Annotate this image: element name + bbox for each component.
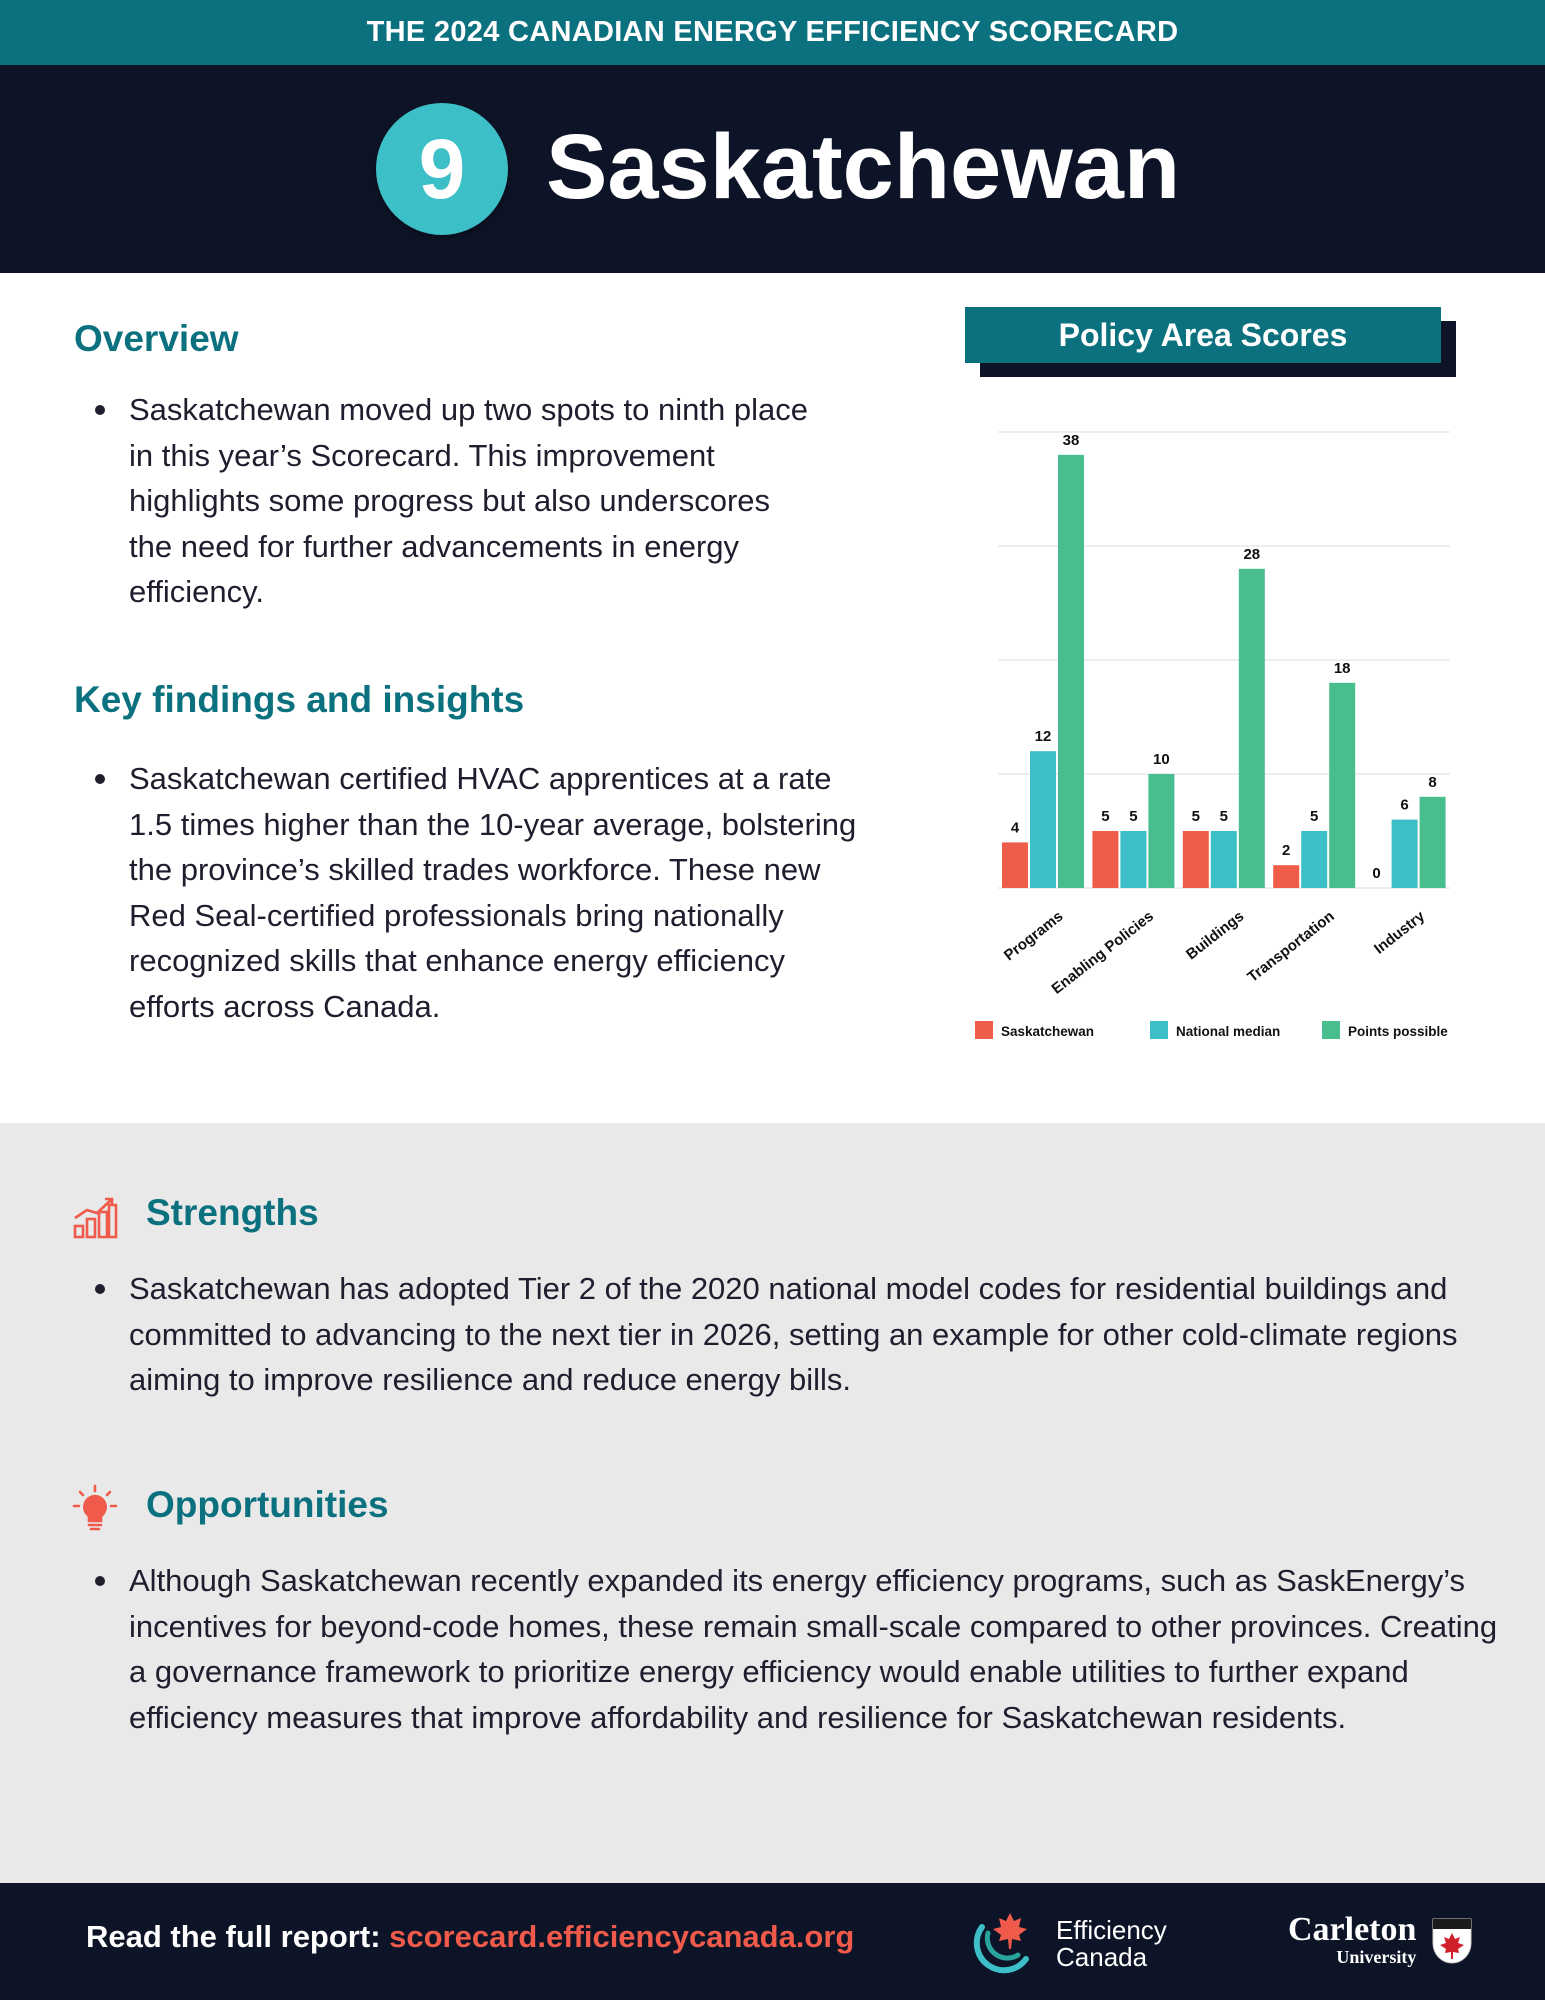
opportunities-list [129,1558,1519,1740]
bar-points-possible [1148,774,1174,888]
data-label: 6 [1400,796,1409,814]
data-label: 5 [1191,808,1200,825]
ec-line2: Canada [1056,1942,1148,1972]
bar-saskatchewan [1273,865,1299,888]
key-findings-list [129,756,874,1029]
footer-label: Read the full report: [86,1919,390,1954]
bar-points-possible [1239,569,1265,888]
footer-read-text [86,1919,854,1955]
category-label: Programs [1000,907,1067,965]
lightbulb-icon [72,1484,118,1534]
ec-line1: Efficiency [1056,1915,1167,1945]
data-label: 5 [1101,808,1110,825]
carleton-shield-icon [1430,1915,1474,1967]
report-link[interactable]: scorecard.efficiencycanada.org [389,1919,855,1954]
data-label: 0 [1372,865,1381,882]
bar-national-median [1120,831,1146,888]
bar-saskatchewan [1092,831,1118,888]
cu-line1: Carleton [1288,1911,1417,1948]
chart-title: Policy Area Scores [965,307,1441,363]
data-label: 5 [1310,808,1319,825]
cu-line2: University [1336,1947,1417,1967]
bar-points-possible [1058,455,1084,888]
data-label: 10 [1153,751,1170,768]
legend-swatch [1322,1021,1340,1039]
strengths-list [129,1266,1509,1403]
category-label: Industry [1370,907,1429,958]
strengths-title: Strengths [146,1192,319,1233]
footer [0,1883,1545,2000]
data-label: 18 [1333,659,1351,677]
bar-chart-growth-icon [72,1194,118,1240]
overview-list [129,387,809,615]
bar-national-median [1030,751,1056,888]
category-label: Buildings [1182,907,1248,964]
bar-national-median [1301,831,1327,888]
overview-title: Overview [74,318,239,359]
data-label: 5 [1129,808,1138,825]
rank-badge: 9 [376,103,508,235]
data-label: 2 [1282,842,1291,860]
legend-label: Points possible [1348,1024,1448,1039]
bar-points-possible [1420,797,1446,888]
carleton-name [1288,1913,1416,1967]
category-label: Transportation [1244,907,1338,986]
legend-swatch [975,1021,993,1039]
data-label: 12 [1034,728,1052,746]
category-label: Enabling Policies [1048,907,1157,998]
hero-header [0,65,1545,273]
data-label: 28 [1243,545,1261,563]
key-findings-bullet: Saskatchewan certified HVAC apprentices at a rate 1.5 times higher than the 10-year average, bolstering the province’s skilled trades workforce. These new Red Seal-certified professionals bring nationally recognized skills that enhance energy efficiency efforts across Canada. [129,756,874,1029]
bar-saskatchewan [1002,842,1028,888]
bar-saskatchewan [1183,831,1209,888]
overview-bullet: Saskatchewan moved up two spots to ninth place in this year’s Scorecard. This improvement highlights some progress but also underscores the need for further advancements in energy efficiency. [129,387,809,615]
efficiency-canada-logo-icon [970,1907,1050,1979]
bar-points-possible [1329,683,1355,888]
efficiency-canada-name [1056,1917,1167,1971]
data-label: 38 [1062,431,1080,449]
bar-national-median [1392,820,1418,888]
opportunities-bullet: Although Saskatchewan recently expanded its energy efficiency programs, such as SaskEnergy’s incentives for beyond-code homes, these remain small-scale compared to other provinces. Creating a governance framework to prioritize energy efficiency would enable utilities to further expand efficiency measures that improve affordability and resilience for Saskatchewan residents. [129,1558,1519,1740]
bar-national-median [1211,831,1237,888]
banner-text: THE 2024 CANADIAN ENERGY EFFICIENCY SCORECARD [366,16,1179,48]
key-findings-title: Key findings and insights [74,679,525,720]
legend-swatch [1150,1021,1168,1039]
top-banner [0,0,1545,65]
opportunities-title: Opportunities [146,1484,389,1525]
data-label: 8 [1428,773,1437,791]
data-label: 4 [1010,819,1020,837]
legend-label: Saskatchewan [1001,1024,1095,1039]
legend-label: National median [1176,1024,1281,1039]
province-title: Saskatchewan [546,116,1181,218]
data-label: 5 [1219,808,1228,825]
policy-area-chart [960,400,1460,1060]
strengths-bullet: Saskatchewan has adopted Tier 2 of the 2020 national model codes for residential buildings and committed to advancing to the next tier in 2026, setting an example for other cold-climate regions aiming to improve resilience and reduce energy bills. [129,1266,1509,1403]
